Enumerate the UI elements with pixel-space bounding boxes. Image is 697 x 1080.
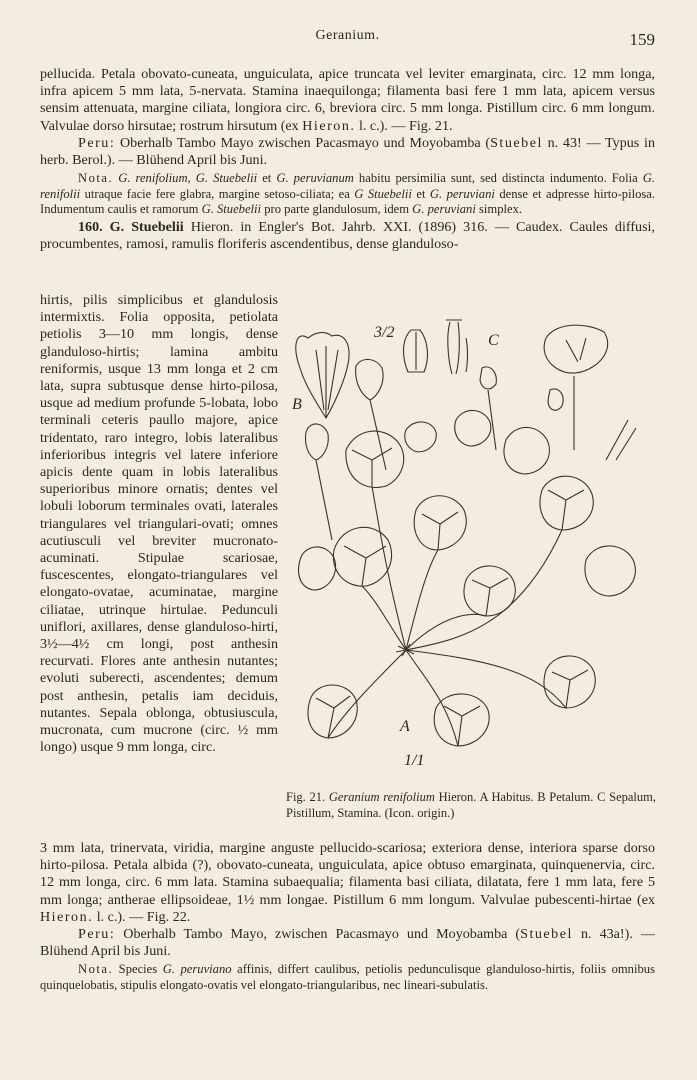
species-name: G. peruviano [162, 962, 232, 977]
locality-end: n. 43a!). — Blühend April bis Juni. [40, 926, 655, 960]
description-text: 3 mm lata, trinervata, viridia, margine anguste pellucido-scariosa; exteriora dense, interiora sparse dorso hirto-pilosa. Petala albida (?), obovato-cuneata, unguiculata, apice obtuso emarginata, quinquenervia, circ. 12 mm longa, circ. 6 mm lata. Stamina subaequalia; filamenta basi ciliata, dilatata, fere 1 mm lata, fere 5 mm longa; antherae ellipsoideae, 1½ mm longae. Pistillum 6 mm longum. Valvulae pubescenti-hirtae (ex [40, 840, 655, 908]
species-name: G Stuebelii [354, 186, 412, 201]
locality-paragraph [40, 135, 655, 169]
nota-paragraph [40, 171, 655, 217]
description-end: l. c.). — Fig. 22. [93, 908, 191, 925]
nota-text: utraque facie fere glabra, margine setoso-ciliata; ea [80, 186, 355, 201]
nota-text: habitu persimilia sunt, sed distincta indumento. Folia [353, 171, 643, 186]
nota-text: affinis, differt caulibus, petiolis pedunculisque glanduloso-hirtis, foliis omnibus quinquelobatis, stipulis elongato-ovatis vel elongato-triangularibus, nec lineari-subulatis. [40, 962, 655, 992]
figure-label-a: A [400, 718, 410, 735]
species-name: G. peruvianum [276, 171, 354, 186]
figure-label-scale: 1/1 [404, 752, 425, 769]
figure-label-b: B [292, 396, 302, 413]
species-name: G. Stuebelii [201, 201, 262, 216]
figure-label-c: C [488, 332, 499, 349]
top-text-block [40, 66, 655, 254]
nota-text: dense et adpresse hirto-pilosa. Indumentum caulis et ramorum [40, 186, 656, 216]
species-name: G. peruviani [429, 186, 495, 201]
species-heading: 160. G. Stuebelii [78, 219, 184, 236]
locality-label: Peru: [78, 134, 116, 151]
caption-fig-number: Fig. 21. [286, 790, 326, 804]
author-name: Hieron. [302, 117, 356, 134]
author-name: Hieron. [40, 908, 94, 925]
description-paragraph [40, 840, 655, 926]
nota-paragraph [40, 962, 655, 993]
figure-caption [286, 789, 656, 821]
narrow-text-column [40, 292, 278, 756]
page-number: 159 [629, 30, 655, 49]
botanical-figure [286, 310, 656, 785]
caption-text: Hieron. A Habitus. B Petalum. C Sepalum, Pistillum, Stamina. (Icon. origin.) [286, 790, 656, 820]
bottom-text-block [40, 840, 655, 993]
description-end: l. c.). — Fig. 21. [355, 117, 453, 134]
species-name: G. renifolium, G. Stuebelii [118, 171, 258, 186]
locality-paragraph [40, 926, 655, 960]
species-description: hirtis, pilis simplicibus et glandulosis intermixtis. Folia opposita, petiolata petiolis 3—10 mm longis, dense glanduloso-hirtis; lamina ambitu reniformis, usque 13 mm longa et 2 cm lata, supra subtusque dense hirto-pilosa, usque ad medium profunde 5-lobata, lobo terminali ceteris paullo majore, apice tridentato, raro integro, lobis lateralibus inferioribus integris vel latere inferiore apicis dente quam in lobis lateralibus superioribus minore ornatis; dentes vel lobuli loborum terminales ovati, laterales triangulares vel triangulari-ovati; omnes acutiusculi vel breviter mucronato-acuminati. Stipulae scariosae, fuscescentes, elongato-triangulares vel elongato-ovatae, acuminatae, margine ciliatae, utrinque hirtulae. Pedunculi uniflori, axillares, dense glanduloso-hirti, 3½—4½ cm longi, post anthesin recurvati. Flores ante anthesin nutantes; evoluti suberecti, ascendentes; demum post anthesin, petalis iam deciduis, nutantes. Sepala oblonga, obtusiuscula, mucronata, cum mucrone (circ. ½ mm longo) usque 9 mm longa, circ. [40, 292, 278, 756]
plant-illustration [286, 310, 656, 785]
nota-text: et [411, 186, 430, 201]
nota-text: Species [113, 962, 163, 977]
running-title: Geranium. [315, 28, 380, 43]
collector-name: Stuebel [520, 926, 573, 943]
nota-text: et [257, 171, 277, 186]
nota-text: simplex. [475, 201, 523, 216]
caption-species: Geranium renifolium [328, 790, 435, 804]
collector-name: Stuebel [490, 134, 543, 151]
nota-text: pro parte glandulosum, idem [261, 201, 413, 216]
locality-end: n. 43! — Typus in herb. Berol.). — Blühend April bis Juni. [40, 134, 655, 169]
species-paragraph [40, 219, 655, 253]
locality-text: Oberhalb Tambo Mayo, zwischen Pacasmayo und Moyobamba ( [115, 926, 521, 943]
species-text: Hieron. in Engler's Bot. Jahrb. XXI. (1896) 316. — Caudex. Caules diffusi, procumbentes, ramosi, ramulis floriferis ascendentibus, dense glanduloso- [40, 219, 655, 253]
species-name: G. renifolii [40, 171, 656, 201]
description-paragraph [40, 66, 655, 135]
description-text: pellucida. Petala obovato-cuneata, unguiculata, apice truncata vel leviter emarginata, circ. 12 mm longa, infra apicem 5 mm lata, 5-nervata. Stamina inaequilonga; filamenta basi fere 1 mm lata, apicem versus sensim attenuata, margine ciliata, longiora circ. 6, breviora circ. 5 mm longa. Pistillum circ. 6 mm longum. Valvulae dorso hirsutae; rostrum hirsutum (ex [40, 66, 655, 134]
nota-label: Nota. [78, 171, 114, 186]
nota-label: Nota. [78, 962, 114, 977]
locality-text: Oberhalb Tambo Mayo zwischen Pacasmayo und Moyobamba ( [115, 134, 491, 151]
page-header [40, 28, 655, 50]
locality-label: Peru: [78, 926, 116, 943]
figure-label-fraction: 3/2 [374, 324, 395, 341]
species-name: G. peruviani [412, 201, 476, 216]
